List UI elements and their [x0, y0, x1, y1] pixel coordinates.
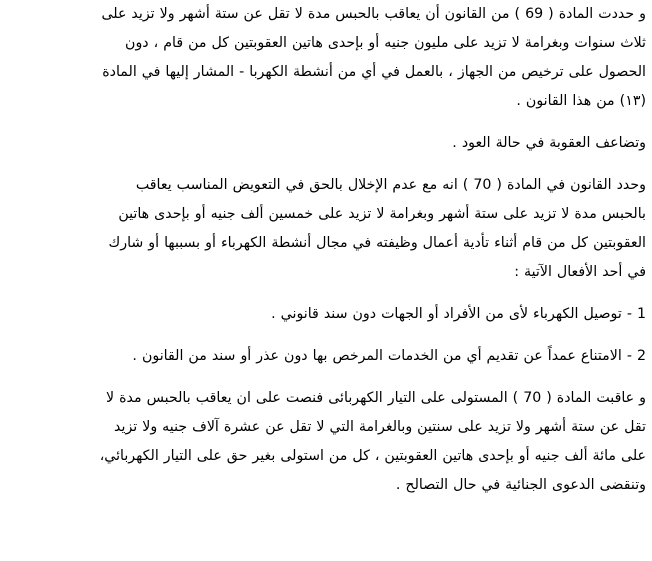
text-line: على مائة ألف جنيه أو بإحدى هاتين العقوبتين ، كل من استولى بغير حق على التيار الكهربائي، — [99, 448, 646, 464]
text-line: 2 - الامتناع عمداً عن تقديم أي من الخدمات المرخص بها دون عذر أو سند من القانون . — [132, 348, 646, 364]
list-item-2 — [6, 342, 646, 371]
text-line: العقوبتين كل من قام أثناء تأدية أعمال وظيفته في مجال أنشطة الكهرباء أو بسببها أو شارك — [108, 235, 646, 251]
paragraph-article-70 — [6, 171, 646, 287]
paragraph-gap — [6, 287, 646, 300]
document-body — [6, 0, 646, 500]
text-line: و عاقبت المادة ( 70 ) المستولى على التيار الكهربائى فنصت على ان يعاقب بالحبس مدة لا — [105, 390, 646, 406]
list-item-1 — [6, 300, 646, 329]
text-line: و حددت المادة ( 69 ) من القانون أن يعاقب بالحبس مدة لا تقل عن ستة أشهر ولا تزيد على — [101, 6, 646, 22]
paragraph-recidivism — [6, 129, 646, 158]
paragraph-gap — [6, 116, 646, 129]
text-line: ثلاث سنوات وبغرامة لا تزيد على مليون جنيه أو بإحدى هاتين العقوبتين كل من قام ، دون — [125, 35, 646, 51]
text-line: بالحبس مدة لا تزيد على ستة أشهر وبغرامة لا تزيد على خمسين ألف جنيه أو بإحدى هاتين — [118, 206, 646, 222]
text-line: وحدد القانون في المادة ( 70 ) انه مع عدم الإخلال بالحق في التعويض المناسب يعاقب — [135, 177, 646, 193]
text-line: (١٣) من هذا القانون . — [516, 93, 646, 109]
paragraph-gap — [6, 158, 646, 171]
text-line: وتنقضى الدعوى الجنائية في حال التصالح . — [395, 477, 646, 493]
paragraph-gap — [6, 329, 646, 342]
paragraph-electricity-theft — [6, 384, 646, 500]
paragraph-article-69 — [6, 0, 646, 116]
text-line: الحصول على ترخيص من الجهاز ، بالعمل في أي من أنشطة الكهربا - المشار إليها في المادة — [102, 64, 646, 80]
text-line: تقل عن ستة أشهر ولا تزيد على سنتين وبالغرامة التي لا تقل عن عشرة آلاف جنيه ولا تزيد — [114, 419, 646, 435]
text-line: في أحد الأفعال الآتية : — [514, 264, 646, 280]
paragraph-gap — [6, 371, 646, 384]
text-line: 1 - توصيل الكهرباء لأى من الأفراد أو الجهات دون سند قانوني . — [271, 306, 646, 322]
text-line: وتضاعف العقوبة في حالة العود . — [452, 135, 646, 151]
